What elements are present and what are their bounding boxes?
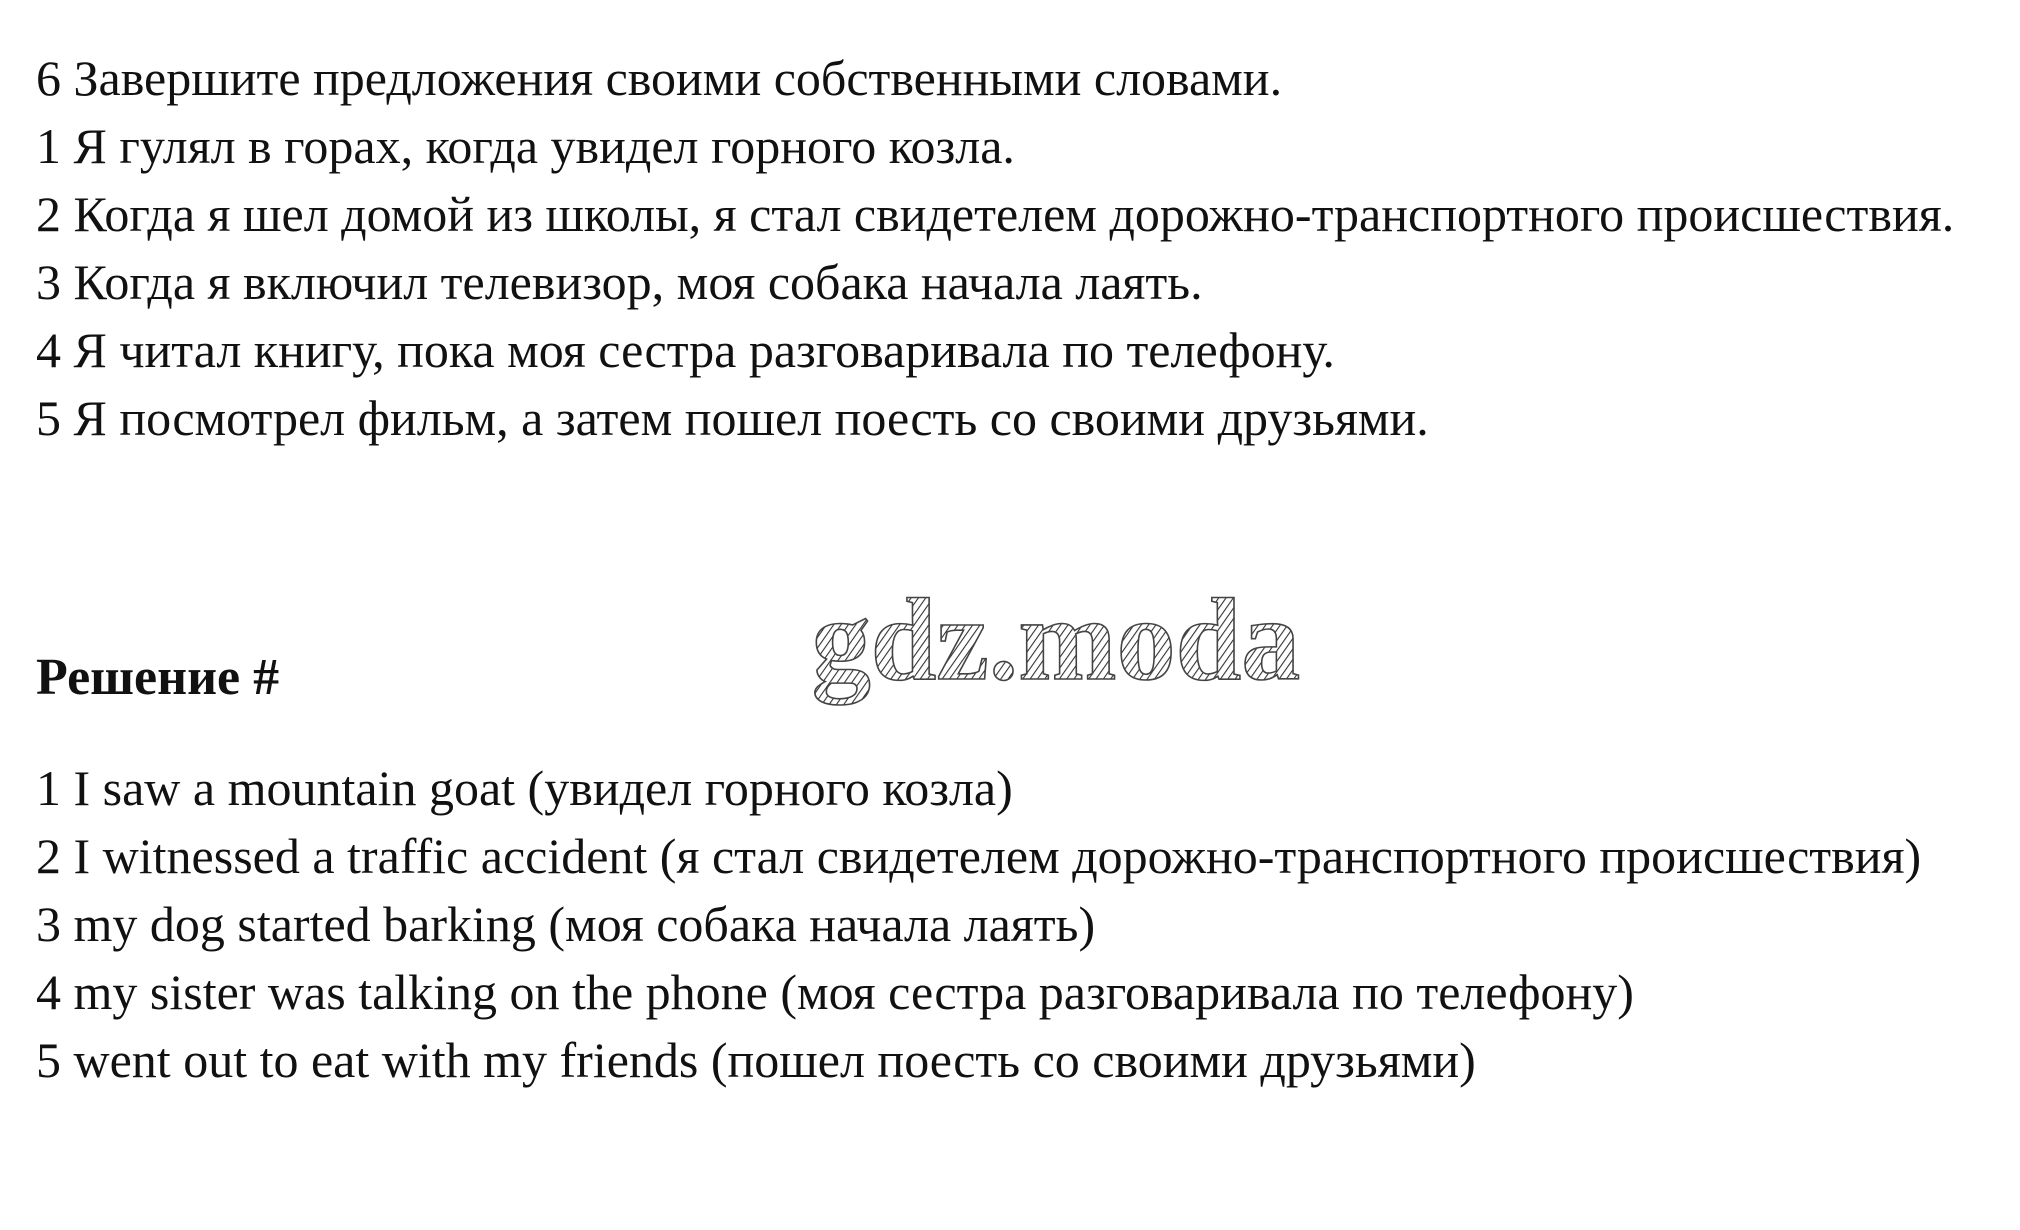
solution-line-4: 4 my sister was talking on the phone (моя сестра разговаривала по телефону) xyxy=(36,964,1634,1020)
solution-block xyxy=(36,754,2002,1094)
solution-heading: Решение # xyxy=(36,649,280,706)
task-sentence-2: 2 Когда я шел домой из школы, я стал свидетелем дорожно-транспортного происшествия. xyxy=(36,186,1955,242)
watermark-logo xyxy=(766,574,1346,724)
task-sentence-4: 4 Я читал книгу, пока моя сестра разговаривала по телефону. xyxy=(36,322,1335,378)
solution-line-2: 2 I witnessed a traffic accident (я стал свидетелем дорожно-транспортного происшествия) xyxy=(36,828,1922,884)
solution-line-3: 3 my dog started barking (моя собака начала лаять) xyxy=(36,896,1096,952)
task-sentence-1: 1 Я гулял в горах, когда увидел горного козла. xyxy=(36,118,1015,174)
solution-line-5: 5 went out to eat with my friends (пошел поесть со своими друзьями) xyxy=(36,1032,1476,1088)
task-sentence-3: 3 Когда я включил телевизор, моя собака начала лаять. xyxy=(36,254,1203,310)
task-sentence-5: 5 Я посмотрел фильм, а затем пошел поесть со своими друзьями. xyxy=(36,390,1429,446)
watermark-text: gdz.moda xyxy=(811,574,1301,705)
solution-line-1: 1 I saw a mountain goat (увидел горного козла) xyxy=(36,760,1013,816)
task-block xyxy=(36,44,2002,452)
task-title: 6 Завершите предложения своими собственными словами. xyxy=(36,50,1283,106)
